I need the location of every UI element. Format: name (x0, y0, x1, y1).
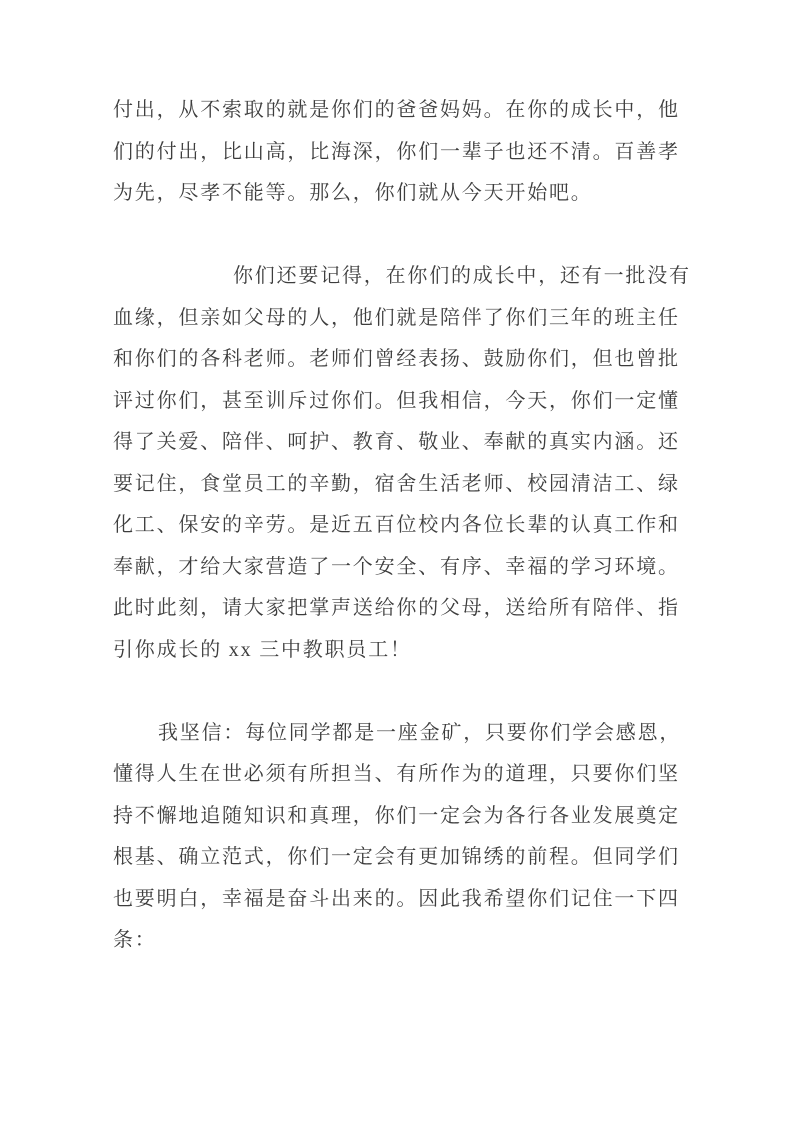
text-line: 得了关爱、陪伴、呵护、教育、敬业、奉献的真实内涵。还 (113, 431, 680, 453)
text-line: 要记住，食堂员工的辛勤，宿舍生活老师、校园清洁工、绿 (113, 472, 680, 495)
text-line: 血缘，但亲如父母的人，他们就是陪伴了你们三年的班主任 (113, 306, 680, 329)
text-line: 我坚信：每位同学都是一座金矿，只要你们学会感恩， (158, 721, 682, 744)
text-line: 们的付出，比山高，比海深，你们一辈子也还不清。百善孝 (113, 140, 680, 163)
text-line: 和你们的各科老师。老师们曾经表扬、鼓励你们，但也曾批 (113, 348, 680, 370)
text-line: 此时此刻，请大家把掌声送给你的父母，送给所有陪伴、指 (113, 597, 680, 619)
paragraph (113, 713, 688, 962)
paragraph (113, 90, 688, 215)
text-line: 为先，尽孝不能等。那么，你们就从今天开始吧。 (113, 182, 593, 204)
text-line: 你们还要记得，在你们的成长中，还有一批没有 (233, 265, 691, 287)
paragraph (113, 256, 691, 671)
text-line: 评过你们，甚至训斥过你们。但我相信，今天，你们一定懂 (113, 389, 680, 412)
text-line: 也要明白，幸福是奋斗出来的。因此我希望你们记住一下四 (113, 887, 680, 910)
text-line: 持不懈地追随知识和真理，你们一定会为各行各业发展奠定 (113, 804, 680, 827)
text-line: 懂得人生在世必须有所担当、有所作为的道理，只要你们坚 (113, 763, 680, 785)
text-line: 奉献，才给大家营造了一个安全、有序、幸福的学习环境。 (113, 555, 680, 578)
document-text-body (113, 90, 691, 962)
text-line: 化工、保安的辛劳。是近五百位校内各位长辈的认真工作和 (113, 514, 680, 536)
text-line: 付出，从不索取的就是你们的爸爸妈妈。在你的成长中，他 (113, 99, 680, 121)
text-line: 条： (113, 929, 157, 951)
text-line: 引你成长的 xx 三中教职员工！ (113, 638, 412, 661)
text-line: 根基、确立范式，你们一定会有更加锦绣的前程。但同学们 (113, 846, 680, 868)
